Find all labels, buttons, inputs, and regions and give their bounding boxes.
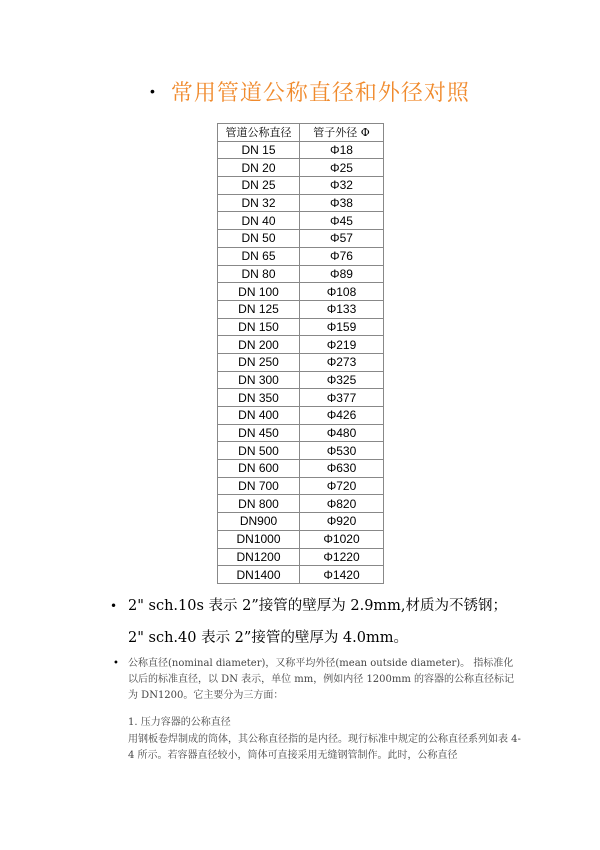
cell-outer-diameter: Φ18 <box>300 141 384 159</box>
cell-nominal-diameter: DN 250 <box>218 353 300 371</box>
table-row <box>218 159 384 177</box>
cell-nominal-diameter: DN 400 <box>218 407 300 425</box>
table-row <box>218 460 384 478</box>
cell-outer-diameter: Φ480 <box>300 424 384 442</box>
cell-nominal-diameter: DN 600 <box>218 460 300 478</box>
cell-nominal-diameter: DN 50 <box>218 230 300 248</box>
table-row <box>218 548 384 566</box>
table-row <box>218 177 384 195</box>
bullet-dot-icon: • <box>113 658 119 669</box>
cell-outer-diameter: Φ377 <box>300 389 384 407</box>
table-row <box>218 530 384 548</box>
table-row <box>218 442 384 460</box>
table-row <box>218 247 384 265</box>
cell-nominal-diameter: DN 450 <box>218 424 300 442</box>
cell-outer-diameter: Φ76 <box>300 247 384 265</box>
cell-nominal-diameter: DN 350 <box>218 389 300 407</box>
cell-nominal-diameter: DN 32 <box>218 194 300 212</box>
cell-outer-diameter: Φ426 <box>300 407 384 425</box>
cell-nominal-diameter: DN 800 <box>218 495 300 513</box>
cell-nominal-diameter: DN 15 <box>218 141 300 159</box>
table-row <box>218 477 384 495</box>
table-row <box>218 300 384 318</box>
cell-outer-diameter: Φ32 <box>300 177 384 195</box>
cell-nominal-diameter: DN 40 <box>218 212 300 230</box>
schedule-note-1: • 2" sch.10s 表示 2”接管的壁厚为 2.9mm,材质为不锈钢； <box>110 590 507 622</box>
cell-outer-diameter: Φ219 <box>300 336 384 354</box>
cell-nominal-diameter: DN1400 <box>218 566 300 584</box>
cell-nominal-diameter: DN 700 <box>218 477 300 495</box>
cell-outer-diameter: Φ159 <box>300 318 384 336</box>
title-row <box>150 76 470 106</box>
cell-outer-diameter: Φ920 <box>300 513 384 531</box>
table-row <box>218 513 384 531</box>
table-row <box>218 318 384 336</box>
cell-outer-diameter: Φ38 <box>300 194 384 212</box>
table-row <box>218 353 384 371</box>
cell-outer-diameter: Φ720 <box>300 477 384 495</box>
table-row <box>218 566 384 584</box>
cell-nominal-diameter: DN 150 <box>218 318 300 336</box>
table-row <box>218 389 384 407</box>
cell-outer-diameter: Φ1220 <box>300 548 384 566</box>
cell-nominal-diameter: DN900 <box>218 513 300 531</box>
cell-nominal-diameter: DN 300 <box>218 371 300 389</box>
table-row <box>218 407 384 425</box>
cell-outer-diameter: Φ89 <box>300 265 384 283</box>
cell-outer-diameter: Φ630 <box>300 460 384 478</box>
table-row <box>218 336 384 354</box>
cell-nominal-diameter: DN 65 <box>218 247 300 265</box>
cell-nominal-diameter: DN 200 <box>218 336 300 354</box>
cell-outer-diameter: Φ45 <box>300 212 384 230</box>
cell-outer-diameter: Φ325 <box>300 371 384 389</box>
table-row <box>218 212 384 230</box>
section-pressure-vessel <box>128 715 523 765</box>
cell-outer-diameter: Φ57 <box>300 230 384 248</box>
cell-outer-diameter: Φ1020 <box>300 530 384 548</box>
page-title: 常用管道公称直径和外径对照 <box>170 80 470 106</box>
table-row <box>218 194 384 212</box>
cell-nominal-diameter: DN1200 <box>218 548 300 566</box>
table-header-row <box>218 124 384 142</box>
cell-nominal-diameter: DN 20 <box>218 159 300 177</box>
table-row <box>218 141 384 159</box>
cell-nominal-diameter: DN 25 <box>218 177 300 195</box>
header-outer-diameter: 管子外径 Φ <box>300 124 384 142</box>
schedule-notes <box>110 590 507 654</box>
table-row <box>218 265 384 283</box>
cell-nominal-diameter: DN1000 <box>218 530 300 548</box>
header-nominal-diameter: 管道公称直径 <box>218 124 300 142</box>
cell-outer-diameter: Φ108 <box>300 283 384 301</box>
cell-outer-diameter: Φ530 <box>300 442 384 460</box>
table-row <box>218 424 384 442</box>
table-row <box>218 230 384 248</box>
cell-outer-diameter: Φ273 <box>300 353 384 371</box>
paragraph-text: 公称直径(nominal diameter)，又称平均外径(mean outside diameter)。 指标准化以后的标准直径，以 DN 表示，单位 mm，例如内径 1200mm 的容器的公称直径标记为 DN1200。它主要分为三方面： <box>128 658 515 701</box>
section-body: 用钢板卷焊制成的筒体，其公称直径指的是内径。现行标准中规定的公称直径系列如表 4-4 所示。若容器直径较小，筒体可直接采用无缝钢管制作。此时，公称直径 <box>128 733 521 761</box>
cell-nominal-diameter: DN 125 <box>218 300 300 318</box>
table-row <box>218 371 384 389</box>
cell-outer-diameter: Φ25 <box>300 159 384 177</box>
cell-outer-diameter: Φ133 <box>300 300 384 318</box>
section-heading: 1. 压力容器的公称直径 <box>128 717 231 728</box>
cell-nominal-diameter: DN 100 <box>218 283 300 301</box>
schedule-note-2: 2" sch.40 表示 2”接管的壁厚为 4.0mm。 <box>128 630 408 646</box>
nominal-diameter-paragraph <box>113 656 523 704</box>
cell-nominal-diameter: DN 80 <box>218 265 300 283</box>
table-row <box>218 495 384 513</box>
bullet-dot-icon: • <box>110 599 118 613</box>
table-row <box>218 283 384 301</box>
diameter-table <box>217 123 384 584</box>
bullet-dot-icon: • <box>150 83 155 99</box>
table-body <box>218 141 384 583</box>
cell-nominal-diameter: DN 500 <box>218 442 300 460</box>
cell-outer-diameter: Φ1420 <box>300 566 384 584</box>
cell-outer-diameter: Φ820 <box>300 495 384 513</box>
